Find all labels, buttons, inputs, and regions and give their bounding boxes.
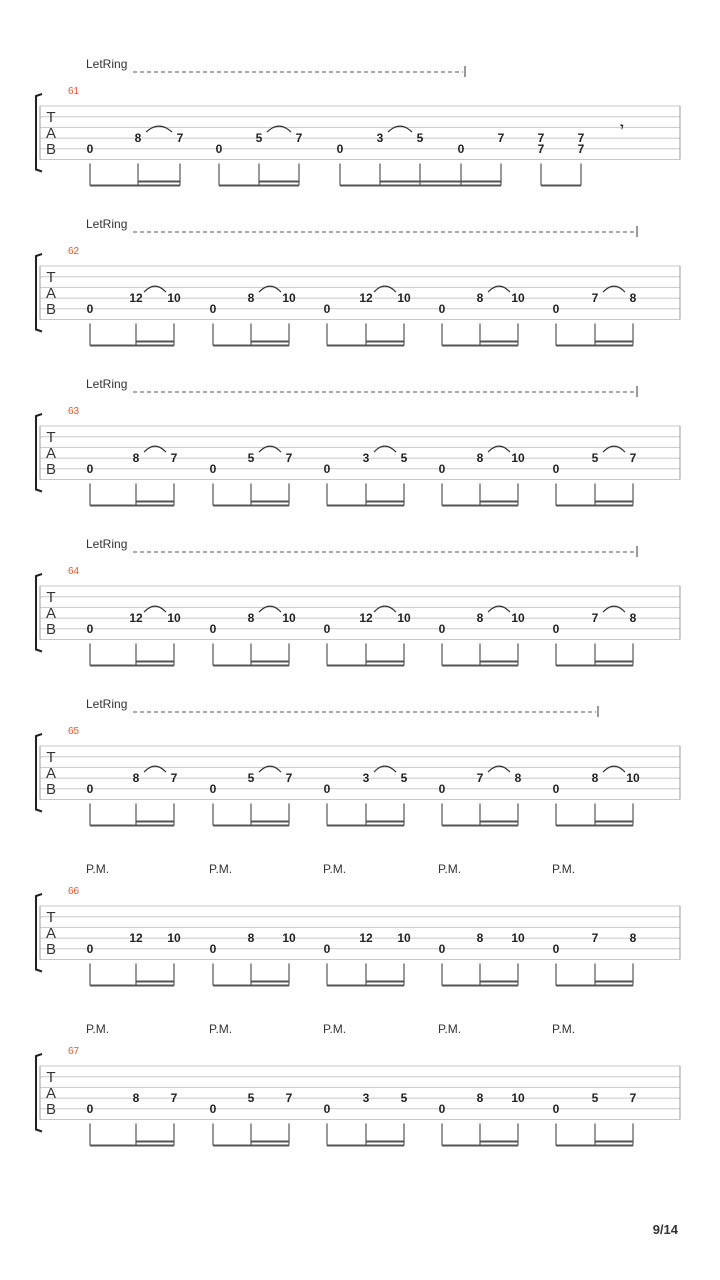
beam-secondary <box>366 501 404 503</box>
tab-system-66 <box>36 862 680 987</box>
fret-number: 7 <box>295 131 303 146</box>
fret-number: 10 <box>511 291 525 306</box>
tab-system-67 <box>36 1022 680 1147</box>
beam-secondary <box>136 821 174 823</box>
tab-clef-letter: A <box>45 1085 57 1102</box>
measure-number: 67 <box>68 1046 80 1057</box>
fret-number: 8 <box>247 931 255 946</box>
palm-mute-label: P.M. <box>209 1022 233 1036</box>
fret-number: 10 <box>511 611 525 626</box>
fret-number: 10 <box>511 931 525 946</box>
fret-number: 5 <box>247 1091 255 1106</box>
fret-number: 0 <box>86 141 94 156</box>
let-ring-label: LetRing <box>86 697 128 711</box>
tab-system-65 <box>36 697 680 827</box>
fret-number: 8 <box>629 931 637 946</box>
fret-number: 5 <box>247 771 255 786</box>
fret-number: 0 <box>438 1101 446 1116</box>
fret-number: 7 <box>497 131 505 146</box>
fret-number: 7 <box>629 1091 637 1106</box>
fret-number: 3 <box>362 771 370 786</box>
fret-number: 3 <box>362 1091 370 1106</box>
beam-primary <box>556 825 633 827</box>
fret-number: 0 <box>552 301 560 316</box>
page-number: 9/14 <box>652 1222 678 1237</box>
fret-number: 0 <box>209 1101 217 1116</box>
beam-primary <box>541 185 581 187</box>
fret-number: 0 <box>86 461 94 476</box>
fret-number: 0 <box>86 301 94 316</box>
tab-clef-letter: A <box>45 765 57 782</box>
measure-number: 65 <box>68 726 80 737</box>
tab-system-61 <box>36 57 680 187</box>
palm-mute-label: P.M. <box>323 862 347 876</box>
tab-clef-letter: B <box>45 461 57 478</box>
tab-clef-letter: B <box>45 941 57 958</box>
beam-primary <box>90 665 174 667</box>
fret-number: 5 <box>416 131 424 146</box>
fret-number: 5 <box>591 451 599 466</box>
fret-number: 0 <box>438 461 446 476</box>
fret-number: 0 <box>552 1101 560 1116</box>
tab-clef-letter: B <box>45 781 57 798</box>
beam-secondary <box>595 341 633 343</box>
palm-mute-label: P.M. <box>209 862 233 876</box>
fret-number: 10 <box>167 611 181 626</box>
beam-primary <box>219 185 299 187</box>
beam-secondary <box>251 501 289 503</box>
beam-secondary <box>136 341 174 343</box>
fret-number: 7 <box>577 141 585 156</box>
beam-primary <box>442 825 518 827</box>
measure-number: 62 <box>68 246 80 257</box>
fret-number: 8 <box>247 291 255 306</box>
tab-clef-letter: A <box>45 285 57 302</box>
beam-primary <box>556 345 633 347</box>
beam-secondary <box>366 661 404 663</box>
fret-number: 0 <box>552 941 560 956</box>
beam-primary <box>442 345 518 347</box>
beam-primary <box>442 985 518 987</box>
fret-number: 8 <box>132 771 140 786</box>
tab-system-64 <box>36 537 680 667</box>
beam-secondary <box>480 1141 518 1143</box>
fret-number: 12 <box>129 931 143 946</box>
fret-number: 12 <box>359 291 373 306</box>
fret-number: 5 <box>247 451 255 466</box>
beam-primary <box>442 665 518 667</box>
fret-number: 8 <box>476 611 484 626</box>
beam-primary <box>90 505 174 507</box>
fret-number: 7 <box>591 291 599 306</box>
fret-number: 0 <box>438 941 446 956</box>
beam-primary <box>90 985 174 987</box>
fret-number: 8 <box>629 291 637 306</box>
let-ring-label: LetRing <box>86 537 128 551</box>
fret-number: 0 <box>86 621 94 636</box>
beam-primary <box>90 825 174 827</box>
measure-number: 64 <box>68 566 80 577</box>
beam-primary <box>327 505 404 507</box>
fret-number: 0 <box>323 301 331 316</box>
beam-secondary <box>251 661 289 663</box>
fret-number: 8 <box>476 931 484 946</box>
fret-number: 8 <box>591 771 599 786</box>
beam-primary <box>213 825 289 827</box>
let-ring-label: LetRing <box>86 377 128 391</box>
beam-secondary <box>259 181 299 183</box>
beam-primary <box>90 185 180 187</box>
beam-secondary <box>136 981 174 983</box>
beam-primary <box>556 505 633 507</box>
fret-number: 10 <box>282 611 296 626</box>
fret-number: 5 <box>255 131 263 146</box>
fret-number: 3 <box>362 451 370 466</box>
beam-secondary <box>595 821 633 823</box>
beam-primary <box>442 1145 518 1147</box>
fret-number: 10 <box>511 1091 525 1106</box>
beam-secondary <box>251 981 289 983</box>
fret-number: 8 <box>134 131 142 146</box>
fret-number: 0 <box>323 1101 331 1116</box>
fret-number: 10 <box>167 291 181 306</box>
beam-secondary <box>251 1141 289 1143</box>
fret-number: 8 <box>132 1091 140 1106</box>
fret-number: 7 <box>170 1091 178 1106</box>
fret-number: 12 <box>359 931 373 946</box>
beam-primary <box>213 665 289 667</box>
fret-number: 3 <box>376 131 384 146</box>
tab-clef-letter: T <box>46 749 56 766</box>
fret-number: 0 <box>323 621 331 636</box>
fret-number: 12 <box>129 291 143 306</box>
fret-number: 5 <box>591 1091 599 1106</box>
fret-number: 10 <box>397 931 411 946</box>
fret-number: 10 <box>626 771 640 786</box>
tab-clef-letter: T <box>46 429 56 446</box>
palm-mute-label: P.M. <box>552 1022 576 1036</box>
beam-primary <box>90 345 174 347</box>
palm-mute-label: P.M. <box>86 862 110 876</box>
fret-number: 0 <box>86 781 94 796</box>
beam-secondary <box>595 661 633 663</box>
fret-number: 8 <box>247 611 255 626</box>
beam-primary <box>556 1145 633 1147</box>
beam-primary <box>327 1145 404 1147</box>
measure-number: 66 <box>68 886 80 897</box>
beam-secondary <box>595 501 633 503</box>
tab-system-62 <box>36 217 680 347</box>
beam-secondary <box>366 341 404 343</box>
fret-number: 10 <box>167 931 181 946</box>
beam-secondary <box>366 821 404 823</box>
beam-secondary <box>480 981 518 983</box>
fret-number: 0 <box>209 301 217 316</box>
palm-mute-label: P.M. <box>438 1022 462 1036</box>
fret-number: 0 <box>552 781 560 796</box>
beam-secondary <box>136 1141 174 1143</box>
fret-number: 0 <box>438 781 446 796</box>
fret-number: 0 <box>209 941 217 956</box>
systems-layer <box>36 57 680 1147</box>
tab-clef-letter: T <box>46 1069 56 1086</box>
beam-secondary <box>251 821 289 823</box>
let-ring-label: LetRing <box>86 57 128 71</box>
beam-primary <box>327 825 404 827</box>
fret-number: 0 <box>438 301 446 316</box>
palm-mute-label: P.M. <box>552 862 576 876</box>
beam-primary <box>556 665 633 667</box>
fret-number: 12 <box>359 611 373 626</box>
fret-number: 0 <box>323 941 331 956</box>
tab-clef-letter: A <box>45 445 57 462</box>
beam-primary <box>327 345 404 347</box>
beam-secondary <box>136 661 174 663</box>
fret-number: 0 <box>323 461 331 476</box>
beam-primary <box>213 345 289 347</box>
tab-clef-letter: A <box>45 925 57 942</box>
beam-secondary <box>595 1141 633 1143</box>
tab-clef-letter: A <box>45 125 57 142</box>
fret-number: 7 <box>629 451 637 466</box>
fret-number: 7 <box>577 131 585 146</box>
fret-number: 0 <box>209 461 217 476</box>
beam-primary <box>213 1145 289 1147</box>
fret-number: 12 <box>129 611 143 626</box>
fret-number: 5 <box>400 451 408 466</box>
fret-number: 5 <box>400 1091 408 1106</box>
fret-number: 0 <box>552 621 560 636</box>
fret-number: 0 <box>438 621 446 636</box>
fret-number: 8 <box>132 451 140 466</box>
tab-clef-letter: T <box>46 589 56 606</box>
beam-secondary <box>480 341 518 343</box>
beam-primary <box>556 985 633 987</box>
fret-number: 7 <box>591 611 599 626</box>
fret-number: 10 <box>397 611 411 626</box>
tab-clef-letter: A <box>45 605 57 622</box>
beam-secondary <box>480 821 518 823</box>
fret-number: 8 <box>514 771 522 786</box>
fret-number: 10 <box>282 931 296 946</box>
fret-number: 7 <box>170 771 178 786</box>
fret-number: 0 <box>457 141 465 156</box>
beam-secondary <box>595 981 633 983</box>
fret-number: 10 <box>282 291 296 306</box>
fret-number: 7 <box>537 131 545 146</box>
fret-number: 0 <box>86 941 94 956</box>
fret-number: 7 <box>476 771 484 786</box>
tab-system-63 <box>36 377 680 507</box>
beam-secondary <box>366 981 404 983</box>
fret-number: 8 <box>629 611 637 626</box>
fret-number: 7 <box>285 451 293 466</box>
fret-number: 0 <box>336 141 344 156</box>
fret-number: 10 <box>397 291 411 306</box>
fret-number: 0 <box>209 621 217 636</box>
fret-number: 5 <box>400 771 408 786</box>
tab-clef-letter: B <box>45 301 57 318</box>
beam-primary <box>213 985 289 987</box>
tab-clef-letter: B <box>45 621 57 638</box>
tab-clef-letter: T <box>46 109 56 126</box>
beam-secondary <box>136 501 174 503</box>
palm-mute-label: P.M. <box>323 1022 347 1036</box>
beam-primary <box>442 505 518 507</box>
fret-number: 8 <box>476 451 484 466</box>
fret-number: 0 <box>86 1101 94 1116</box>
fret-number: 8 <box>476 291 484 306</box>
fret-number: 7 <box>537 141 545 156</box>
eighth-rest: 𝄾 <box>620 120 624 134</box>
fret-number: 7 <box>170 451 178 466</box>
fret-number: 7 <box>285 771 293 786</box>
measure-number: 61 <box>68 86 80 97</box>
tab-clef-letter: B <box>45 141 57 158</box>
beam-primary <box>327 665 404 667</box>
beam-primary <box>327 985 404 987</box>
let-ring-label: LetRing <box>86 217 128 231</box>
palm-mute-label: P.M. <box>86 1022 110 1036</box>
fret-number: 0 <box>209 781 217 796</box>
fret-number: 8 <box>476 1091 484 1106</box>
tab-clef-letter: B <box>45 1101 57 1118</box>
beam-secondary <box>380 181 501 183</box>
palm-mute-label: P.M. <box>438 862 462 876</box>
fret-number: 7 <box>176 131 184 146</box>
tab-clef-letter: T <box>46 909 56 926</box>
beam-primary <box>340 185 501 187</box>
beam-primary <box>213 505 289 507</box>
beam-secondary <box>480 661 518 663</box>
measure-number: 63 <box>68 406 80 417</box>
fret-number: 0 <box>552 461 560 476</box>
fret-number: 10 <box>511 451 525 466</box>
beam-secondary <box>480 501 518 503</box>
beam-secondary <box>138 181 180 183</box>
beam-secondary <box>251 341 289 343</box>
fret-number: 7 <box>285 1091 293 1106</box>
fret-number: 7 <box>591 931 599 946</box>
fret-number: 0 <box>323 781 331 796</box>
tab-clef-letter: T <box>46 269 56 286</box>
fret-number: 0 <box>215 141 223 156</box>
beam-secondary <box>366 1141 404 1143</box>
beam-primary <box>90 1145 174 1147</box>
